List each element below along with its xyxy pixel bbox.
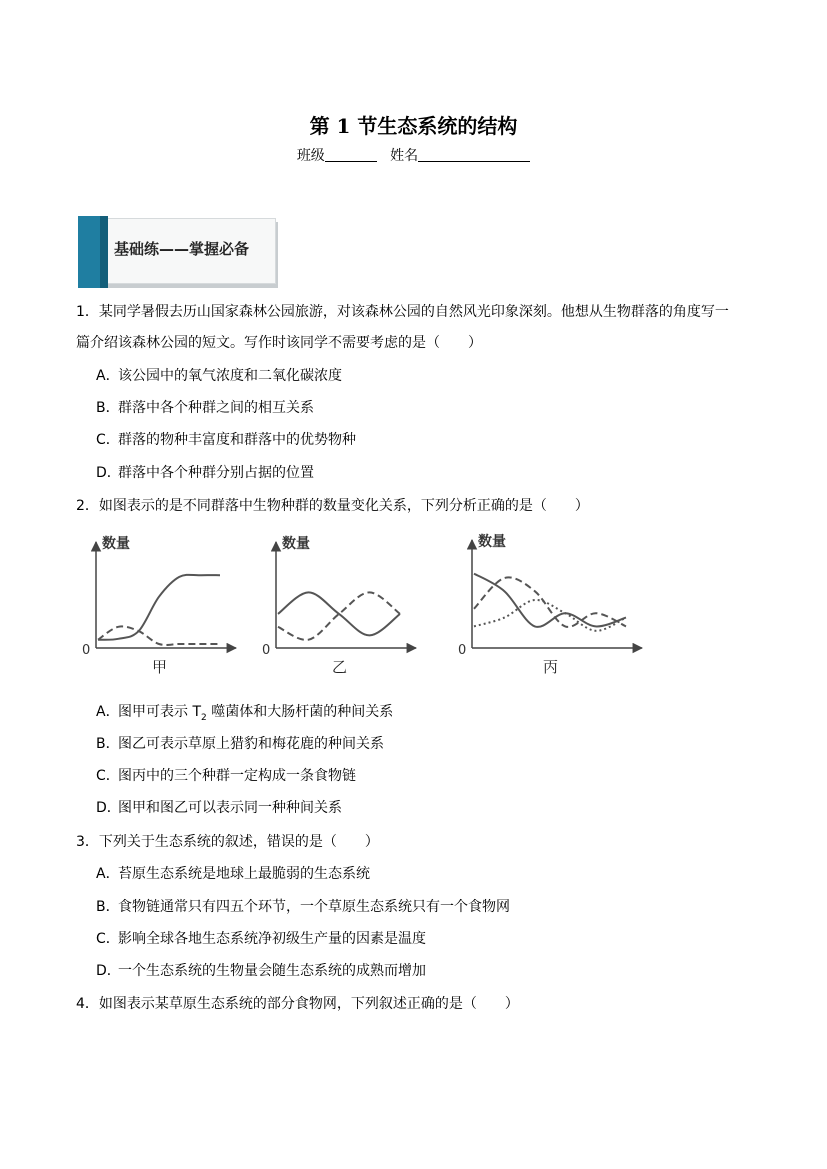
graph-jia xyxy=(82,535,236,676)
graph-yi xyxy=(262,535,416,676)
question-3-line-1: 3．下列关于生态系统的叙述，错误的是（ ） xyxy=(76,834,379,850)
series-line-dashed xyxy=(278,592,400,640)
section-banner-label: 基础练——掌握必备 xyxy=(114,240,250,258)
question-2-option-d[interactable]: D．图甲和图乙可以表示同一种种间关系 xyxy=(96,800,342,816)
page-title: 第 1 节生态系统的结构 xyxy=(309,114,518,138)
question-2-option-b[interactable]: B．图乙可表示草原上猎豹和梅花鹿的种间关系 xyxy=(96,736,384,752)
graph-title: 乙 xyxy=(332,658,348,676)
y-axis-label: 数量 xyxy=(282,536,310,552)
graph-title: 丙 xyxy=(543,658,559,676)
question-1-line-2: 篇介绍该森林公园的短文。写作时该同学不需要考虑的是（ ） xyxy=(76,335,482,351)
question-3-option-b[interactable]: B．食物链通常只有四五个环节，一个草原生态系统只有一个食物网 xyxy=(96,899,510,915)
graph-title: 甲 xyxy=(152,658,168,676)
origin-label: 0 xyxy=(82,643,91,658)
question-1-option-a[interactable]: A．该公园中的氧气浓度和二氧化碳浓度 xyxy=(96,368,342,384)
question-2-option-c[interactable]: C．图丙中的三个种群一定构成一条食物链 xyxy=(96,768,356,784)
question-1-option-c[interactable]: C．群落的物种丰富度和群落中的优势物种 xyxy=(96,432,356,448)
series-line-solid xyxy=(98,575,220,640)
origin-label: 0 xyxy=(458,643,467,658)
y-axis-label: 数量 xyxy=(478,534,506,550)
question-4-line-1: 4．如图表示某草原生态系统的部分食物网，下列叙述正确的是（ ） xyxy=(76,996,519,1012)
question-1-option-d[interactable]: D．群落中各个种群分别占据的位置 xyxy=(96,465,314,481)
origin-label: 0 xyxy=(262,643,271,658)
question-3-option-d[interactable]: D．一个生态系统的生物量会随生态系统的成熟而增加 xyxy=(96,963,426,979)
class-blank-field[interactable] xyxy=(325,147,377,162)
question-3-option-c[interactable]: C．影响全球各地生态系统净初级生产量的因素是温度 xyxy=(96,931,426,947)
question-3-option-a[interactable]: A．苔原生态系统是地球上最脆弱的生态系统 xyxy=(96,866,370,882)
question-2-line-1: 2．如图表示的是不同群落中生物种群的数量变化关系，下列分析正确的是（ ） xyxy=(76,498,589,514)
section-banner xyxy=(78,216,278,288)
series-line-dashed xyxy=(98,626,220,645)
graph-bing xyxy=(458,533,642,676)
y-axis-label: 数量 xyxy=(102,536,130,552)
population-graphs xyxy=(76,528,676,698)
student-info-line xyxy=(0,145,827,165)
question-2-option-a[interactable]: A．图甲可表示 $T_2$ 噬菌体和大肠杆菌的种间关系 xyxy=(96,704,394,723)
name-blank-field[interactable] xyxy=(418,147,530,162)
population-graphs-svg xyxy=(76,528,676,698)
name-label: 姓名 xyxy=(390,148,419,164)
class-label: 班级 xyxy=(296,148,325,164)
question-1-option-b[interactable]: B．群落中各个种群之间的相互关系 xyxy=(96,400,314,416)
question-1-line-1: 1．某同学暑假去历山国家森林公园旅游，对该森林公园的自然风光印象深刻。他想从生物群落的角度写一 xyxy=(76,304,729,320)
